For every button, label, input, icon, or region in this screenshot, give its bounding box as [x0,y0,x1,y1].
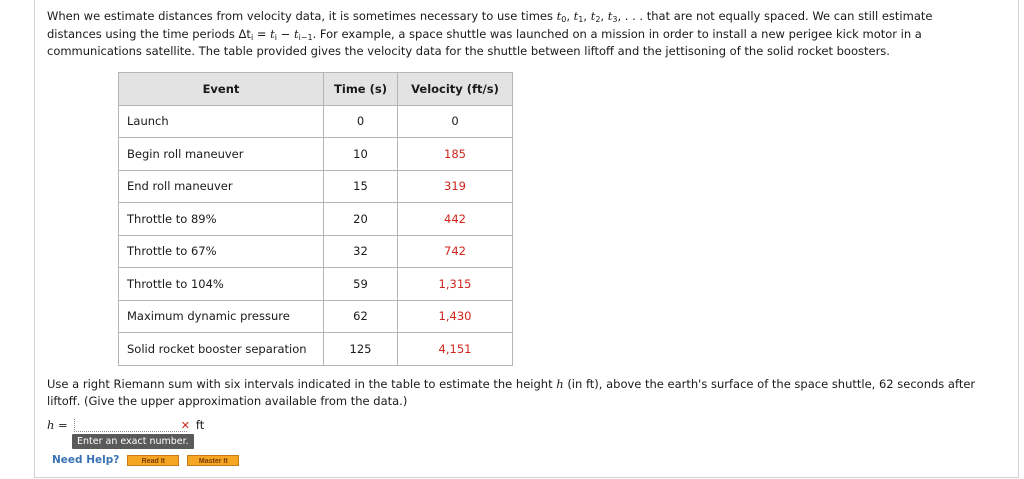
table-row [119,333,513,366]
time-cell: 59 [324,268,398,301]
header-event: Event [119,73,324,106]
velocity-cell: 0 [398,105,513,138]
event-cell: Throttle to 67% [119,235,324,268]
velocity-cell: 742 [398,235,513,268]
event-cell: Maximum dynamic pressure [119,300,324,333]
velocity-cell: 319 [398,170,513,203]
answer-input[interactable] [74,419,187,432]
velocity-cell: 1,315 [398,268,513,301]
velocity-cell: 442 [398,203,513,236]
table-header-row [119,73,513,106]
input-hint-tooltip: Enter an exact number. [72,434,194,449]
table-row [119,138,513,171]
time-cell: 62 [324,300,398,333]
event-cell: Throttle to 104% [119,268,324,301]
time-cell: 125 [324,333,398,366]
velocity-cell: 185 [398,138,513,171]
table-row [119,300,513,333]
x-mark-icon: ✕ [180,418,190,432]
problem-intro [47,8,987,61]
need-help-label: Need Help? [52,454,120,466]
header-velocity: Velocity (ft/s) [398,73,513,106]
event-cell: Throttle to 89% [119,203,324,236]
times-sequence: $t_0$, $t_1$, $t_2$, $t_3$, . . . [556,9,644,24]
question-before: Use a right Riemann sum with six intervals indicated in the table to estimate the height [47,377,553,391]
read-it-button[interactable]: Read It [127,455,179,466]
answer-row [47,416,204,434]
question-text [47,376,987,410]
velocity-table [118,72,513,366]
event-cell: Launch [119,105,324,138]
time-cell: 32 [324,235,398,268]
master-it-button[interactable]: Master It [187,455,239,466]
header-time: Time (s) [324,73,398,106]
event-cell: Solid rocket booster separation [119,333,324,366]
table-row [119,105,513,138]
velocity-cell: 4,151 [398,333,513,366]
answer-unit: ft [195,418,205,432]
table-row [119,170,513,203]
time-cell: 0 [324,105,398,138]
delta-formula: $\Delta t_i = t_i - t_{i-1}$. [238,26,317,42]
table-row [119,235,513,268]
intro-part2: that are not equally spaced. We can still estimate distances using the time periods [47,9,933,41]
answer-label: h = [47,418,68,432]
intro-part1: When we estimate distances from velocity data, it is sometimes necessary to use times [47,9,553,23]
help-bar [52,454,239,466]
question-after: (in ft), above the earth's surface of the space shuttle, 62 seconds after liftoff. (Give the upper approximation available from the data.) [47,377,976,408]
event-cell: End roll maneuver [119,170,324,203]
question-variable: h [556,377,564,391]
table-row [119,203,513,236]
event-cell: Begin roll maneuver [119,138,324,171]
table-row [119,268,513,301]
time-cell: 20 [324,203,398,236]
time-cell: 15 [324,170,398,203]
time-cell: 10 [324,138,398,171]
intro-part3: For example, a space shuttle was launched on a mission in order to install a new perigee kick motor in a communications satellite. The table provided gives the velocity data for the shuttle between liftoff and the jettisoning of the solid rocket boosters. [47,26,922,58]
velocity-cell: 1,430 [398,300,513,333]
